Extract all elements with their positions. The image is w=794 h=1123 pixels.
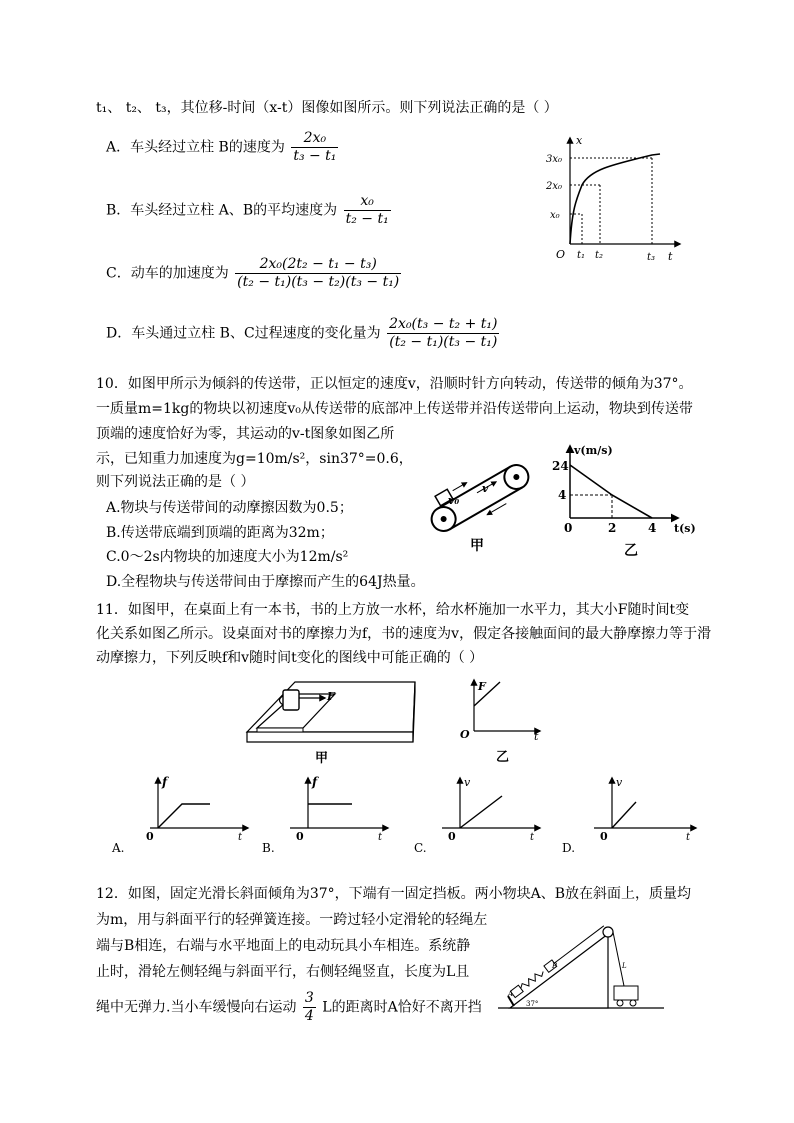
q9-option-d-text: D．车头通过立柱 B、C过程速度的变化量为	[106, 325, 381, 342]
q11-b-label: B.	[262, 841, 275, 855]
q10-vt-line	[570, 465, 652, 518]
q11-force-label: F	[327, 690, 335, 703]
q11-a-xlabel: t	[238, 832, 243, 843]
q9-y-2x0: 2x₀	[546, 181, 563, 192]
q12-toy-car	[614, 986, 638, 1000]
q9-option-c-num: 2x₀(2t₂ − t₁ − t₃)	[259, 256, 377, 272]
q12-incline	[510, 934, 608, 1008]
q12-line1: 12．如图，固定光滑长斜面倾角为37°，下端有一固定挡板。两小物块A、B放在斜面上，质量均	[96, 886, 692, 902]
q11-c-origin: 0	[448, 830, 456, 843]
q12-line5-post: L的距离时A恰好不离开挡	[322, 999, 482, 1016]
q12-fraction-num: 3	[304, 990, 314, 1006]
q12-label-b: B	[552, 962, 558, 970]
q11-table-figure	[245, 676, 420, 766]
q12-rope-right	[613, 932, 624, 986]
q9-y-3x0: 3x₀	[546, 154, 563, 165]
q11-cup	[283, 690, 299, 710]
q10-line3: 顶端的速度恰好为零，其运动的v-t图象如图乙所	[96, 426, 395, 442]
q11-table-edge	[247, 732, 413, 742]
q9-option-a-fraction	[291, 130, 338, 165]
q11-fig-jia-caption: 甲	[315, 751, 329, 766]
q10-fig-jia-caption: 甲	[470, 538, 484, 554]
q9-option-a-den: t₃ − t₁	[293, 148, 337, 164]
q10-option-c[interactable]: C.0～2s内物块的加速度大小为12m/s²	[106, 549, 349, 565]
q11-d-line	[612, 802, 636, 828]
q9-option-a[interactable]	[106, 130, 340, 165]
q9-option-b-fraction	[344, 193, 391, 228]
q10-y4: 4	[558, 488, 567, 502]
q10-top-roller-axle	[512, 473, 520, 481]
q9-option-c-fraction	[235, 256, 401, 291]
q11-a-origin: 0	[146, 830, 154, 843]
q11-option-b-graph[interactable]	[260, 772, 400, 862]
q9-option-d[interactable]	[106, 316, 501, 351]
q11-option-a-graph[interactable]	[110, 772, 250, 862]
q9-option-c-text: C．动车的加速度为	[106, 265, 229, 282]
q9-y-x0: x₀	[550, 210, 560, 221]
q9-t2: t₂	[595, 250, 604, 261]
q9-option-b[interactable]	[106, 193, 393, 228]
q12-incline-figure	[496, 912, 666, 1012]
q10-bottom-roller-axle	[440, 515, 448, 523]
q10-xlabel: t(s)	[674, 522, 696, 535]
q10-fig-yi-caption: 乙	[624, 543, 638, 559]
q9-ylabel: x	[576, 134, 583, 147]
q10-conveyor-figure	[420, 448, 540, 558]
q12-line5-pre: 绳中无弹力.当小车缓慢向右运动	[96, 999, 297, 1016]
q10-line4: 示，已知重力加速度为g=10m/s²，sin37°=0.6，	[96, 451, 413, 467]
q9-xlabel: t	[668, 250, 673, 263]
q11-d-ylabel: v	[616, 776, 623, 789]
q10-v0-label: v₀	[448, 494, 460, 507]
q12-fraction-den: 4	[304, 1008, 314, 1024]
q12-line4: 止时，滑轮左侧轻绳与斜面平行，右侧轻绳竖直，长度为L且	[96, 964, 470, 980]
q11-ft-graph	[452, 676, 547, 764]
q9-option-c-den: (t₂ − t₁)(t₃ − t₂)(t₃ − t₁)	[237, 274, 400, 290]
q10-v-label: v	[482, 482, 489, 495]
q10-x2: 2	[608, 521, 617, 535]
q9-curve	[570, 154, 660, 244]
q9-option-d-den: (t₂ − t₁)(t₃ − t₁)	[389, 334, 498, 350]
q9-t1: t₁	[577, 250, 586, 261]
q11-c-line	[460, 796, 502, 828]
q12-label-a: A	[508, 990, 514, 998]
q12-pulley	[603, 927, 613, 937]
q11-c-label: C.	[414, 841, 427, 855]
q9-option-d-num: 2x₀(t₃ − t₂ + t₁)	[389, 316, 498, 332]
q11-ft-xlabel: t	[534, 730, 539, 743]
q9-xt-graph	[540, 130, 690, 270]
q11-a-label: A.	[112, 841, 125, 855]
q10-option-a[interactable]: A.物块与传送带间的动摩擦因数为0.5；	[106, 500, 353, 516]
q11-d-label: D.	[562, 841, 576, 855]
q12-label-l: L	[622, 962, 627, 970]
q11-fig-yi-caption: 乙	[496, 750, 510, 764]
q12-line3: 端与B相连，右端与水平地面上的电动玩具小车相连。系统静	[96, 938, 471, 954]
q10-y24: 24	[552, 459, 569, 473]
q9-option-b-den: t₂ − t₁	[345, 211, 389, 227]
q9-option-a-text: A．车头经过立柱 B的速度为	[106, 139, 285, 156]
q11-c-ylabel: v	[464, 776, 471, 789]
q11-b-origin: 0	[296, 830, 304, 843]
q9-stem: t₁、 t₂、 t₃，其位移-时间（x-t）图像如图所示。则下列说法正确的是（ ）	[96, 100, 558, 116]
q12-car-wheel-1	[617, 1000, 623, 1006]
q11-a-line	[158, 804, 210, 828]
q11-b-xlabel: t	[378, 832, 383, 843]
q10-ylabel: v(m/s)	[574, 444, 613, 457]
q10-option-d[interactable]: D.全程物块与传送带间由于摩擦而产生的64J热量。	[106, 574, 425, 590]
q11-ft-ylabel: F	[478, 680, 486, 693]
q9-option-d-fraction	[387, 316, 499, 351]
q10-x4: 4	[648, 521, 657, 535]
q11-line3: 动摩擦力，下列反映f和v随时间t变化的图线中可能正确的（ ）	[96, 650, 484, 666]
q10-x0: 0	[564, 521, 573, 535]
q11-d-origin: 0	[600, 830, 608, 843]
q10-line2: 一质量m=1kg的物块以初速度v₀从传送带的底部冲上传送带并沿传送带向上运动，物块到传送带	[96, 401, 693, 417]
q9-origin: O	[556, 248, 566, 261]
q12-angle-label: 37°	[526, 1000, 539, 1008]
q9-option-b-num: x₀	[360, 193, 374, 209]
q11-ft-origin: O	[460, 728, 470, 741]
q11-d-xlabel: t	[686, 832, 691, 843]
q10-v0-arrow	[453, 483, 467, 491]
q9-option-c[interactable]	[106, 256, 403, 291]
q12-fraction	[303, 990, 316, 1025]
q11-b-ylabel: f	[312, 775, 318, 789]
q9-option-b-text: B．车头经过立柱 A、B的平均速度为	[106, 202, 338, 219]
q10-line1: 10．如图甲所示为倾斜的传送带，正以恒定的速度v，沿顺时针方向转动，传送带的倾角为37°。	[96, 376, 693, 392]
q11-option-c-graph[interactable]	[412, 772, 552, 862]
q11-c-xlabel: t	[530, 832, 535, 843]
q12-line5	[96, 990, 482, 1025]
q11-a-ylabel: f	[162, 775, 168, 789]
q12-car-wheel-2	[630, 1000, 636, 1006]
q11-line2: 化关系如图乙所示。设桌面对书的摩擦力为f，书的速度为v，假定各接触面间的最大静摩擦力等于滑	[96, 626, 712, 642]
q10-vt-graph	[548, 440, 708, 565]
q9-option-a-num: 2x₀	[303, 130, 327, 146]
q10-option-b[interactable]: B.传送带底端到顶端的距离为32m；	[106, 525, 334, 541]
q11-option-d-graph[interactable]	[560, 772, 700, 862]
q10-line5: 则下列说法正确的是（ ）	[96, 474, 255, 490]
q11-line1: 11．如图甲，在桌面上有一本书，书的上方放一水杯，给水杯施加一水平力，其大小F随时间t变	[96, 602, 690, 618]
q12-line2: 为m，用与斜面平行的轻弹簧连接。一跨过轻小定滑轮的轻绳左	[96, 912, 488, 928]
q9-t3: t₃	[647, 252, 656, 263]
q11-book-edge	[257, 728, 303, 732]
